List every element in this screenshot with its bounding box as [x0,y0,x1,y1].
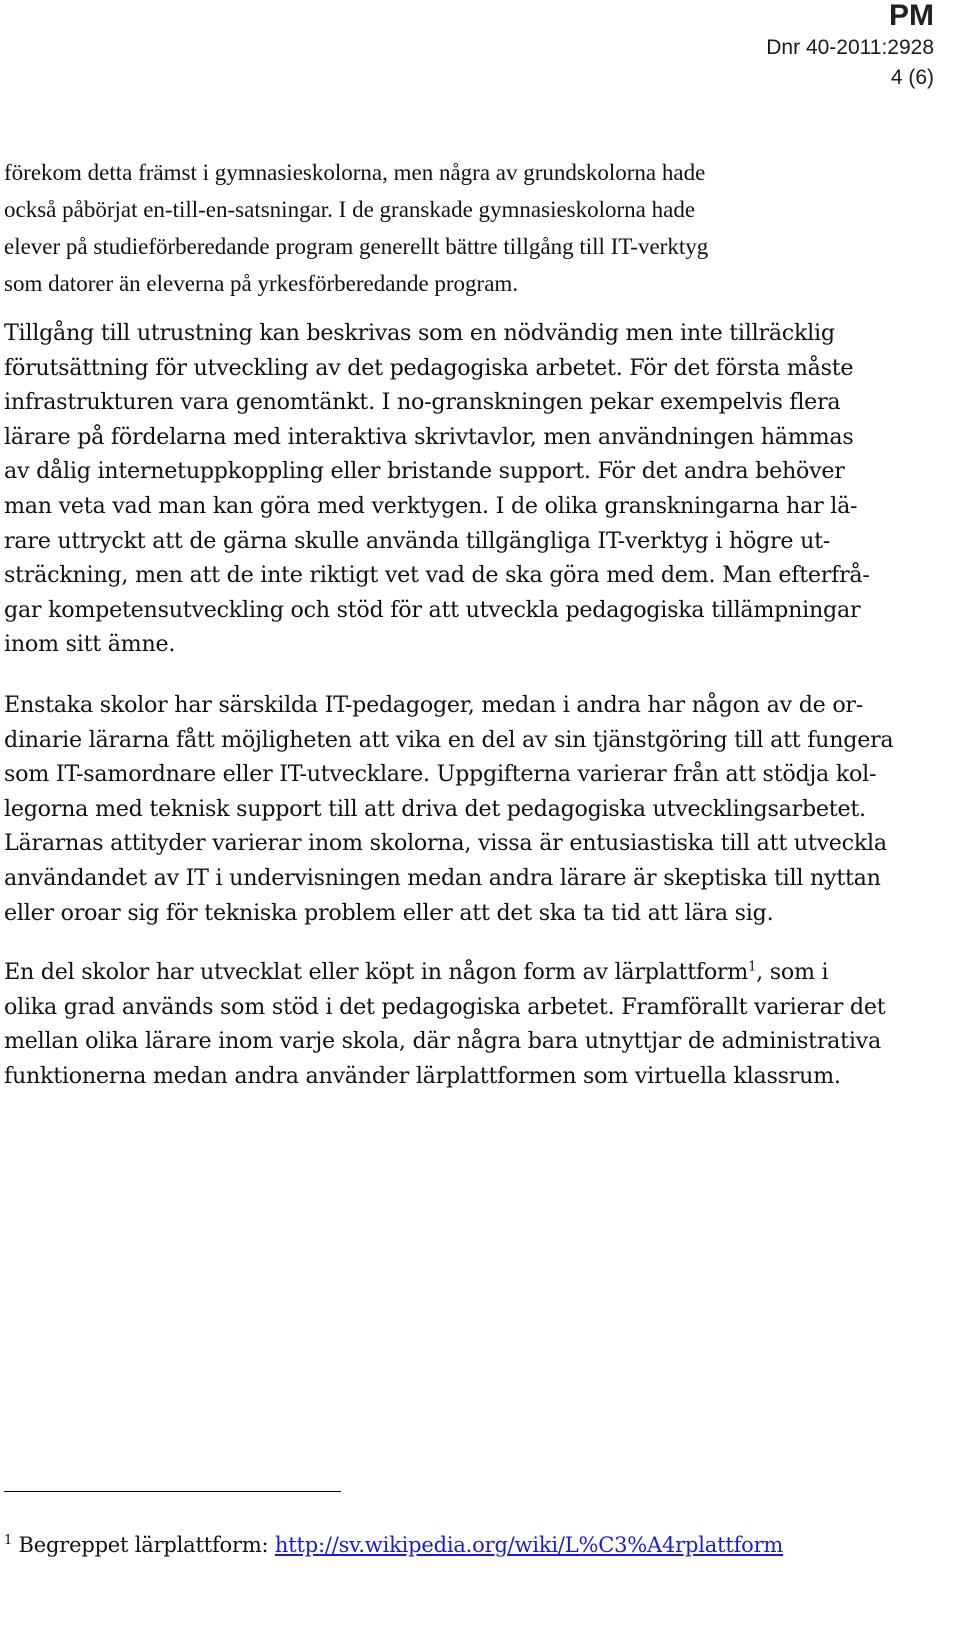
text-line: förutsättning för utveckling av det pedagogiska arbetet. För det första måste [4,354,854,381]
text-line: sträckning, men att de inte riktigt vet vad de ska göra med dem. Man efterfrå- [4,562,870,589]
text-segment: , som i [756,959,829,985]
page-number: 4 (6) [890,66,934,89]
text-line: legorna med teknisk support till att driva det pedagogiska utvecklingsarbetet. [4,795,866,822]
text-line: gar kompetensutveckling och stöd för att utveckla pedagogiska tillämpningar [4,596,861,623]
text-line: dinarie lärarna fått möjligheten att vika en del av sin tjänstgöring till att fungera [4,726,894,753]
text-line: Enstaka skolor har särskilda IT-pedagoger, medan i andra har någon av de or- [4,692,864,718]
footnote-separator [4,1491,341,1492]
text-line: elever på studieförberedande program generellt bättre tillgång till IT-verktyg [4,234,709,259]
text-line: Lärarnas attityder varierar inom skolorna, vissa är entusiastiska till att utveckla [4,830,887,857]
paragraph-3 [4,688,952,930]
text-line: rare uttryckt att de gärna skulle använda tillgängliga IT-verktyg i högre ut- [4,527,831,554]
text-line: olika grad används som stöd i det pedagogiska arbetet. Framförallt varierar det [4,993,886,1020]
footnote-reference[interactable]: 1 [748,959,757,975]
text-line: förekom detta främst i gymnasieskolorna, men några av grundskolorna hade [4,160,706,185]
text-line: eller oroar sig för tekniska problem eller att det ska ta tid att lära sig. [4,899,774,926]
text-line: som datorer än eleverna på yrkesförberedande program. [4,271,519,296]
footnote [4,1530,783,1560]
text-line: funktionerna medan andra använder lärplattformen som virtuella klassrum. [4,1062,841,1089]
paragraph-2 [4,316,952,662]
footnote-link[interactable]: http://sv.wikipedia.org/wiki/L%C3%A4rplattform [274,1533,784,1557]
text-line: lärare på fördelarna med interaktiva skrivtavlor, men användningen hämmas [4,423,854,450]
text-line: användandet av IT i undervisningen medan andra lärare är skeptiska till nyttan [4,864,881,891]
text-line [4,955,952,990]
paragraph-1 [4,154,952,302]
footnote-label: Begreppet lärplattform: [12,1533,275,1557]
text-line: inom sitt ämne. [4,631,176,658]
text-line: infrastrukturen vara genomtänkt. I no-granskningen pekar exempelvis flera [4,389,841,416]
footnote-mark: 1 [4,1533,13,1548]
page-header [766,0,934,94]
paragraph-4 [4,955,952,1093]
registration-number: Dnr 40-2011:2928 [766,36,934,59]
text-line: också påbörjat en-till-en-satsningar. I de granskade gymnasieskolorna hade [4,197,696,222]
text-line: mellan olika lärare inom varje skola, där några bara utnyttjar de administrativa [4,1028,881,1055]
document-type-label: PM [889,0,934,32]
text-line: av dålig internetuppkoppling eller bristande support. För det andra behöver [4,458,845,485]
text-line: Tillgång till utrustning kan beskrivas som en nödvändig men inte tillräcklig [4,320,835,346]
text-segment: En del skolor har utvecklat eller köpt in någon form av lärplattform [4,959,749,985]
text-line: som IT-samordnare eller IT-utvecklare. Uppgifterna varierar från att stödja kol- [4,761,877,788]
text-line: man veta vad man kan göra med verktygen. I de olika granskningarna har lä- [4,492,858,519]
